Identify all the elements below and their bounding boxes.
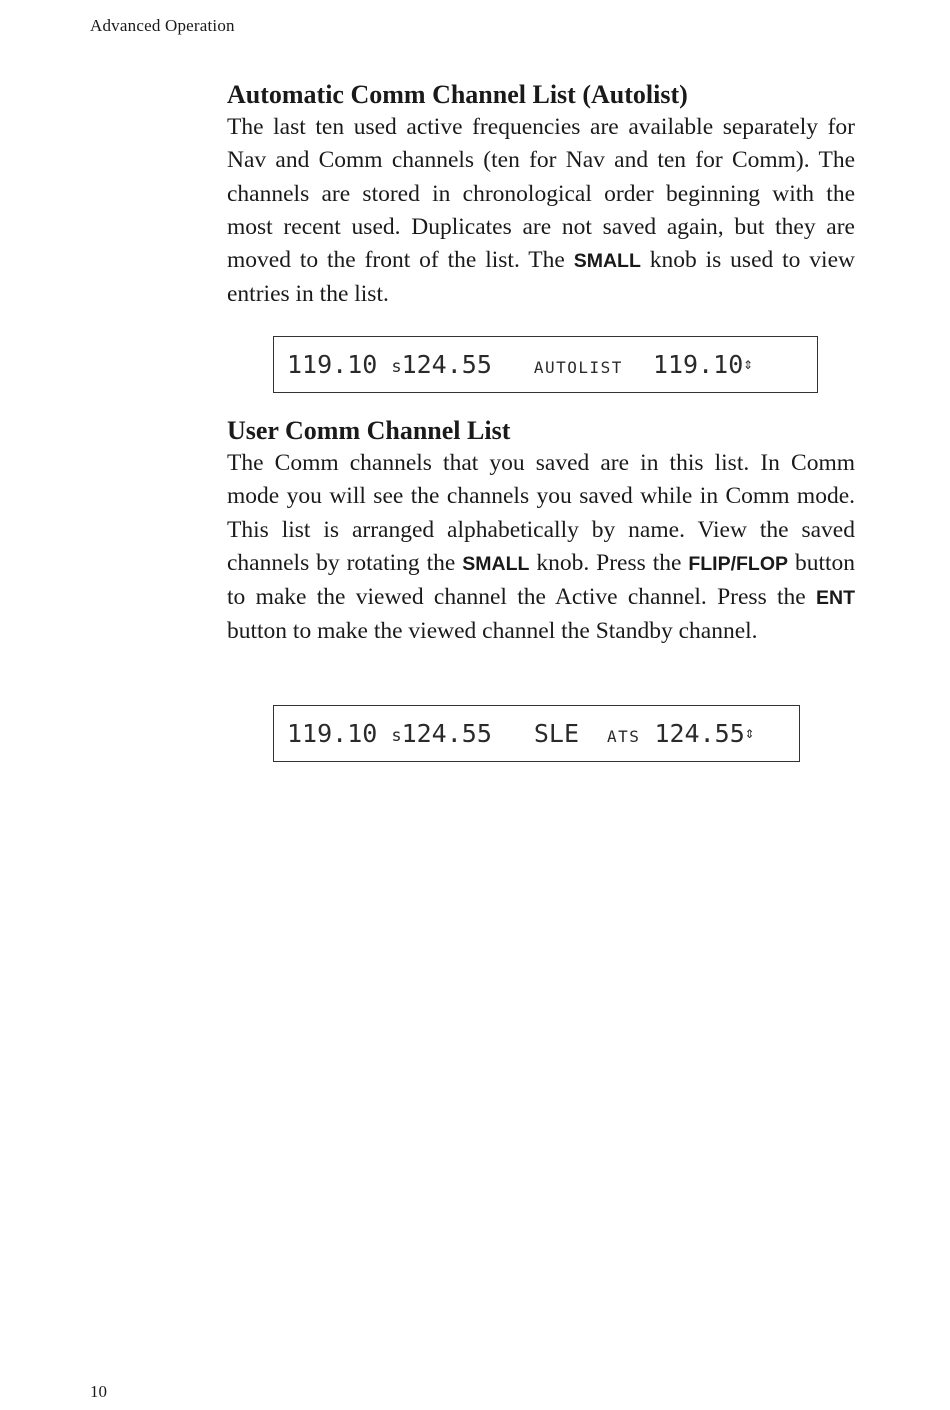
keyword-ent: ENT (816, 587, 855, 610)
standby-indicator: s (391, 356, 402, 377)
list-entry-frequency: 119.10 (652, 350, 744, 379)
paragraph-user-list (227, 447, 855, 649)
lcd-display-user-list (273, 705, 800, 762)
paragraph-autolist (227, 111, 855, 312)
active-frequency: 119.10 (287, 719, 378, 748)
active-frequency: 119.10 (287, 350, 378, 379)
up-down-arrow-icon: ⇕ (743, 354, 753, 373)
lcd-display-autolist (273, 336, 818, 393)
text-run: knob. Press the (529, 549, 689, 576)
text-run: The last ten used active frequencies are available separately for Nav and Comm channels (ten for Nav and ten for Comm). The channels are stored in chronological order beginning with the most recent used. Duplicates are not saved again, but they are moved to the front of the list. The (227, 114, 855, 274)
section-title-autolist: Automatic Comm Channel List (Autolist) (227, 80, 688, 109)
standby-frequency: 124.55 (401, 719, 492, 748)
text-run: knob is used to view entries in the list. (227, 247, 855, 308)
service-type: ATS (607, 727, 641, 746)
keyword-small: SMALL (573, 250, 641, 273)
channel-name: SLE (533, 719, 580, 748)
standby-frequency: 124.55 (401, 350, 492, 379)
keyword-flip-flop: FLIP/FLOP (688, 552, 789, 575)
section-title-user-list: User Comm Channel List (227, 416, 511, 445)
text-run: button to make the viewed channel the Active channel. Press the (227, 549, 856, 611)
keyword-small: SMALL (462, 552, 530, 575)
standby-indicator: s (391, 725, 402, 746)
page-number: 10 (90, 1382, 107, 1401)
text-run: button to make the viewed channel the Standby channel. (227, 618, 758, 645)
up-down-arrow-icon: ⇕ (744, 723, 755, 742)
section-autolist (227, 78, 855, 312)
running-head: Advanced Operation (90, 16, 235, 35)
text-run: The Comm channels that you saved are in this list. In Comm mode you will see the channels you saved while in Comm mode. This list is arranged alphabetically by name. View the saved channels by rotating the (227, 450, 855, 576)
channel-frequency: 124.55 (654, 719, 745, 748)
section-user-list (227, 414, 855, 649)
list-mode-label: AUTOLIST (533, 358, 623, 377)
